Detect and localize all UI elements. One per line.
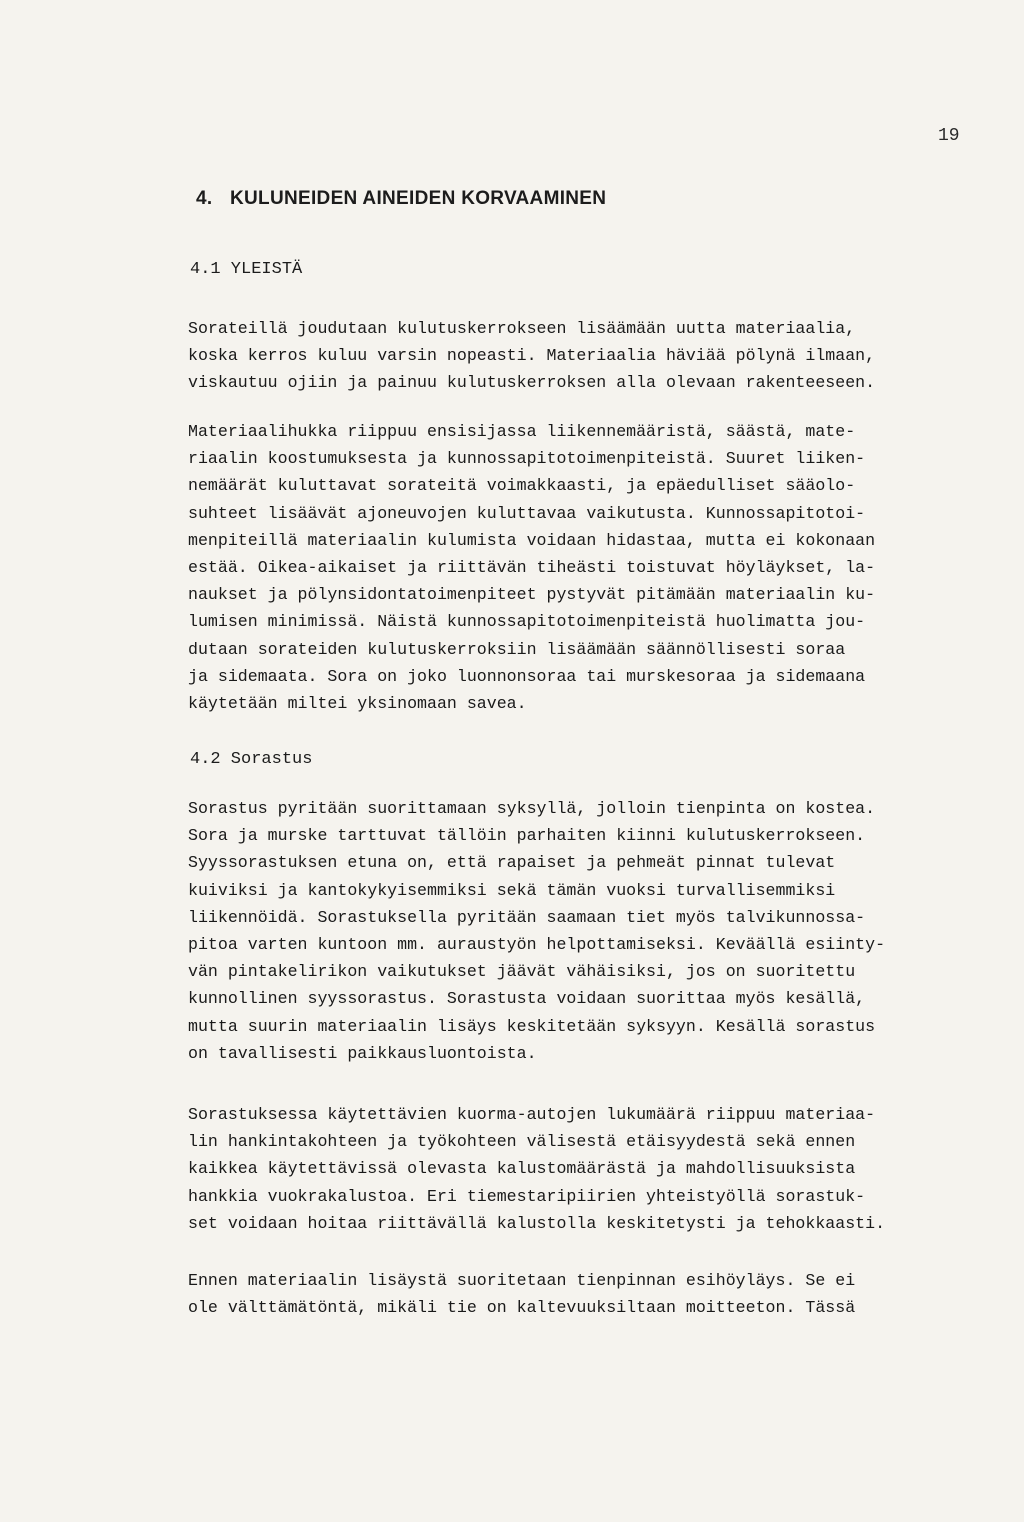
text-line: ole välttämätöntä, mikäli tie on kaltevuuksiltaan moitteeton. Tässä [188,1298,856,1318]
section-heading-4-1: 4.1 YLEISTÄ [190,260,303,279]
chapter-number: 4. [196,188,213,209]
paragraph [188,418,988,717]
paragraph [188,795,988,1067]
text-line: Sorateillä joudutaan kulutuskerrokseen lisäämään uutta materiaalia, [188,319,856,338]
chapter-title [196,188,606,210]
text-line: Syyssorastuksen etuna on, että rapaiset ja pehmeät pinnat tulevat [188,853,836,873]
text-line: Sorastuksessa käytettävien kuorma-autojen lukumäärä riippuu materiaa- [188,1105,876,1124]
text-line: set voidaan hoitaa riittävällä kalustolla keskitetysti ja tehokkaasti. [188,1213,886,1233]
section-heading-4-2: 4.2 Sorastus [190,750,313,769]
text-line: lumisen minimissä. Näistä kunnossapitotoimenpiteistä huolimatta jou- [188,612,866,632]
text-line: viskautuu ojiin ja painuu kulutuskerroksen alla olevaan rakenteeseen. [188,373,876,393]
paragraph [188,1267,988,1321]
paragraph [188,315,988,397]
text-line: riaalin koostumuksesta ja kunnossapitotoimenpiteistä. Suuret liiken- [188,449,866,469]
text-line: pitoa varten kuntoon mm. auraustyön helpottamiseksi. Keväällä esiinty- [188,935,886,955]
chapter-title-text: KULUNEIDEN AINEIDEN KORVAAMINEN [230,188,607,209]
paragraph [188,1101,988,1237]
text-line: ja sidemaata. Sora on joko luonnonsoraa tai murskesoraa ja sidemaana [188,666,866,686]
text-line: lin hankintakohteen ja työkohteen välisestä etäisyydestä sekä ennen [188,1132,856,1152]
text-line: dutaan sorateiden kulutuskerroksiin lisäämään säännöllisesti soraa [188,639,846,659]
text-line: liikennöidä. Sorastuksella pyritään saamaan tiet myös talvikunnossa- [188,907,866,927]
text-line: hankkia vuokrakalustoa. Eri tiemestaripiirien yhteistyöllä sorastuk- [188,1186,866,1206]
page-number: 19 [938,126,960,146]
text-line: menpiteillä materiaalin kulumista voidaan hidastaa, mutta ei kokonaan [188,530,876,550]
text-line: käytetään miltei yksinomaan savea. [188,694,527,714]
text-line: koska kerros kuluu varsin nopeasti. Materiaalia häviää pölynä ilmaan, [188,346,876,366]
text-line: nemäärät kuluttavat sorateitä voimakkaasti, ja epäedulliset sääolo- [188,476,856,496]
text-line: Ennen materiaalin lisäystä suoritetaan tienpinnan esihöyläys. Se ei [188,1271,856,1290]
text-line: Sorastus pyritään suorittamaan syksyllä, jolloin tienpinta on kostea. [188,799,876,818]
text-line: Materiaalihukka riippuu ensisijassa liikennemääristä, säästä, mate- [188,422,856,441]
text-line: estää. Oikea-aikaiset ja riittävän tiheästi toistuvat höyläykset, la- [188,558,876,578]
text-line: kaikkea käytettävissä olevasta kalustomäärästä ja mahdollisuuksista [188,1159,856,1179]
text-line: mutta suurin materiaalin lisäys keskitetään syksyyn. Kesällä sorastus [188,1016,876,1036]
text-line: Sora ja murske tarttuvat tällöin parhaiten kiinni kulutuskerrokseen. [188,826,866,846]
text-line: kunnollinen syyssorastus. Sorastusta voidaan suorittaa myös kesällä, [188,989,866,1009]
text-line: naukset ja pölynsidontatoimenpiteet pystyvät pitämään materiaalin ku- [188,585,876,605]
text-line: suhteet lisäävät ajoneuvojen kuluttavaa vaikutusta. Kunnossapitotoi- [188,503,866,523]
text-line: on tavallisesti paikkausluontoista. [188,1043,537,1063]
text-line: vän pintakelirikon vaikutukset jäävät vähäisiksi, jos on suoritettu [188,962,856,982]
text-line: kuiviksi ja kantokykyisemmiksi sekä tämän vuoksi turvallisemmiksi [188,880,836,900]
